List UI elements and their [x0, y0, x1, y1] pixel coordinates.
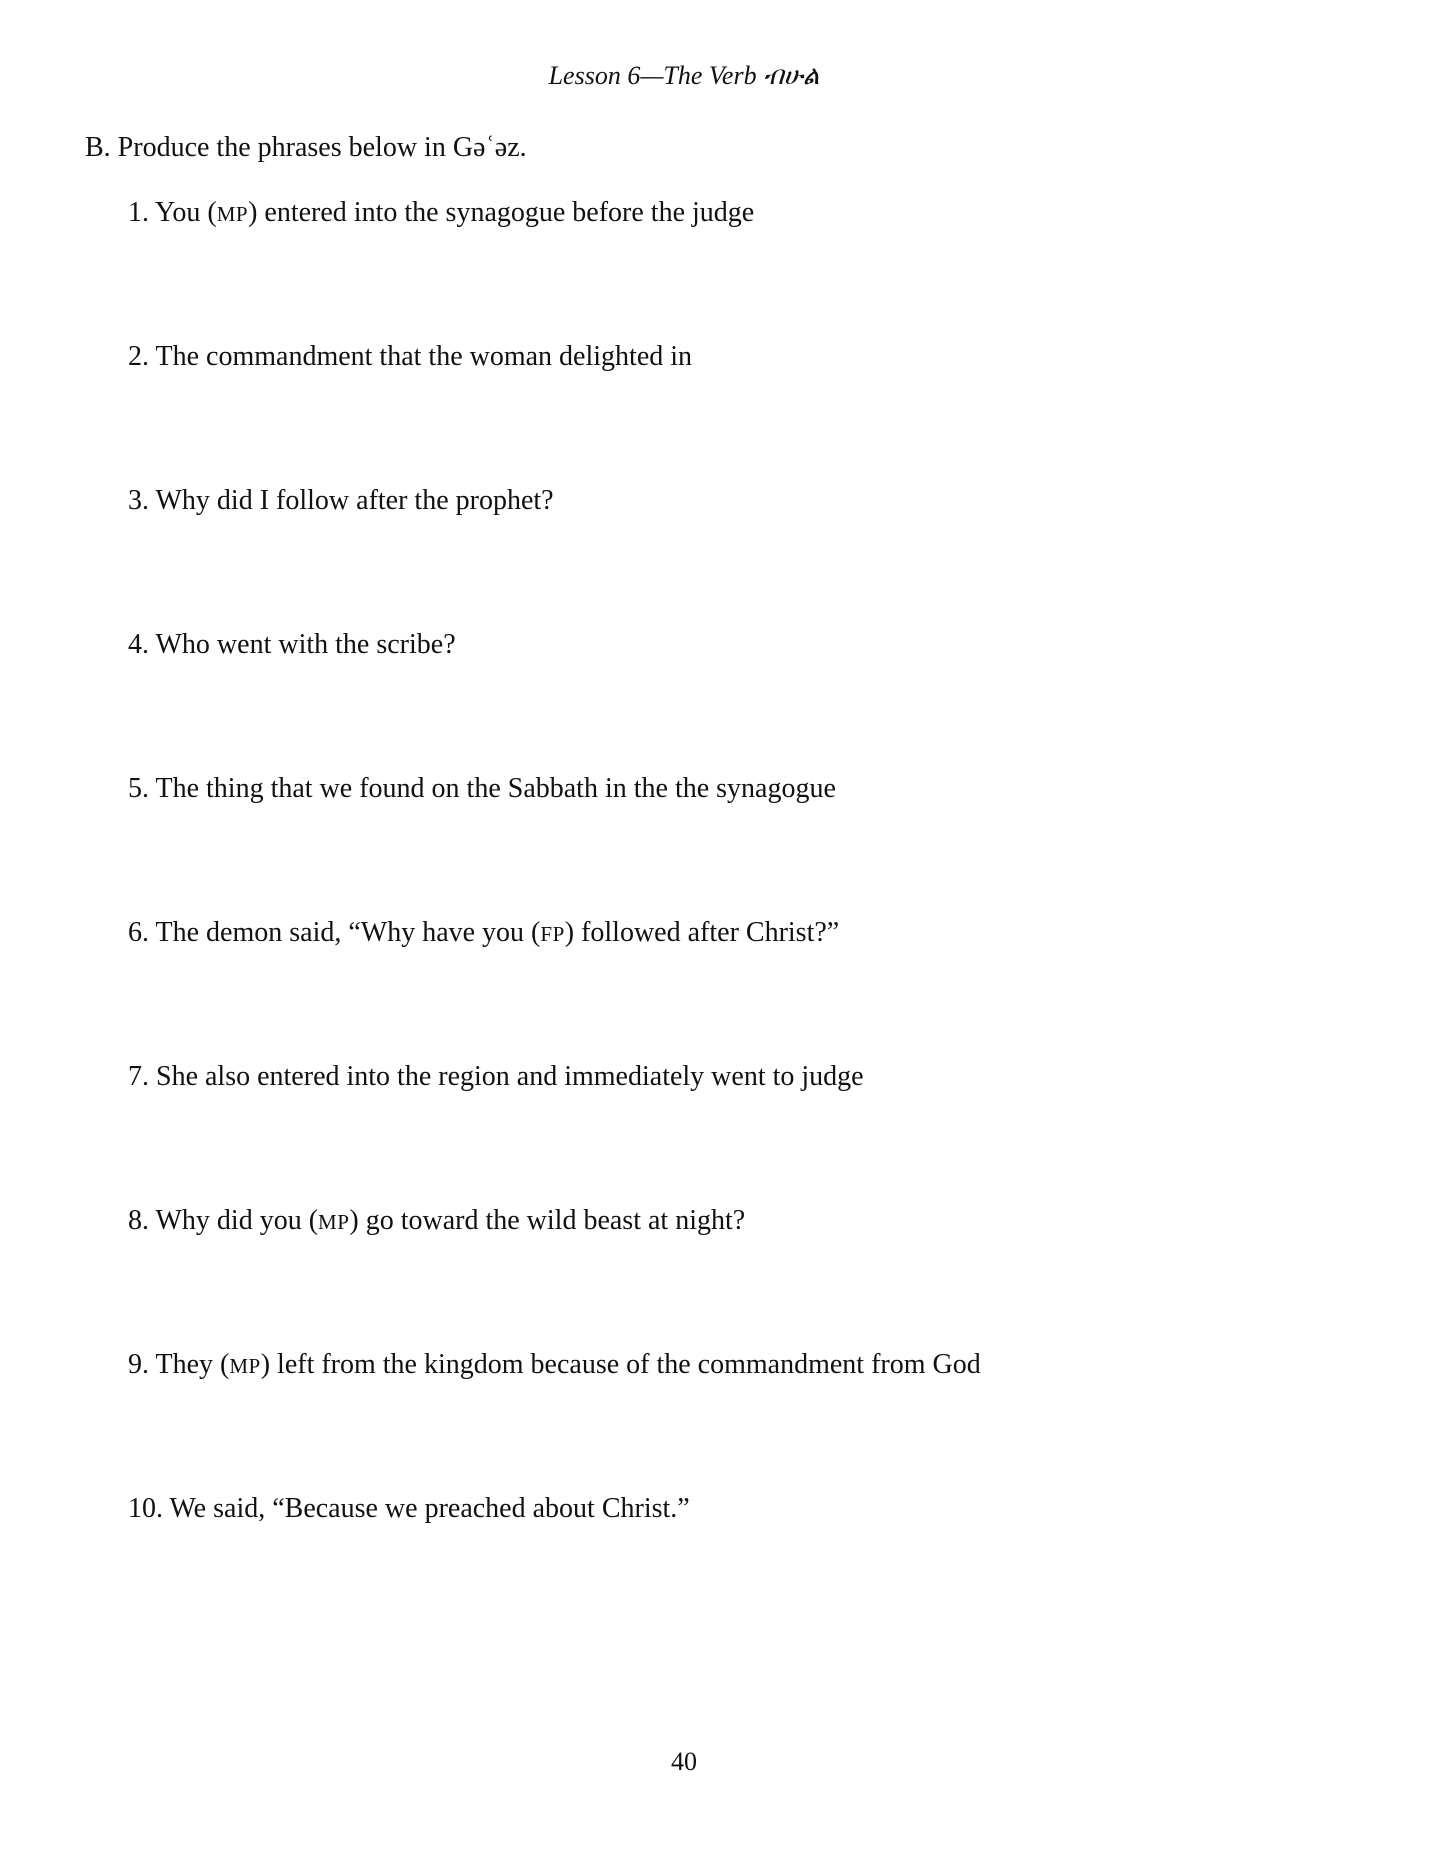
item-text: You (	[154, 197, 217, 228]
item-text: Who went with the scribe?	[155, 629, 456, 660]
page-number: 40	[671, 1747, 697, 1776]
exercise-item-8	[128, 1204, 745, 1239]
running-head: Lesson 6—The Verb ብሁል	[548, 61, 820, 90]
exercise-item-6	[128, 916, 839, 951]
item-text: She also entered into the region and immediately went to judge	[156, 1061, 864, 1092]
gender-number-tag: MP	[229, 1354, 261, 1378]
item-number: 7.	[128, 1061, 149, 1092]
item-text-end: ) left from the kingdom because of the commandment from God	[260, 1349, 981, 1380]
exercise-item-5	[128, 772, 836, 806]
item-text-end: ) entered into the synagogue before the judge	[248, 197, 755, 228]
item-number: 8.	[128, 1205, 149, 1236]
item-text: The commandment that the woman delighted in	[155, 341, 693, 372]
item-number: 9.	[128, 1349, 149, 1380]
gender-number-tag: MP	[216, 202, 249, 226]
item-text: The thing that we found on the Sabbath in the the synagogue	[155, 773, 836, 804]
item-text: Why did you (	[155, 1205, 319, 1236]
item-text: Why did I follow after the prophet?	[155, 485, 554, 516]
item-number: 1.	[128, 197, 149, 228]
item-number: 3.	[128, 485, 149, 516]
exercise-item-9	[128, 1348, 981, 1383]
item-number: 10.	[128, 1493, 163, 1524]
item-text: The demon said, “Why have you (	[155, 917, 541, 948]
item-number: 5.	[128, 773, 149, 804]
item-number: 6.	[128, 917, 149, 948]
exercise-item-10	[128, 1492, 690, 1526]
gender-number-tag: MP	[318, 1210, 350, 1234]
exercise-item-3	[128, 484, 554, 518]
item-text: We said, “Because we preached about Christ.”	[169, 1493, 690, 1524]
item-number: 2.	[128, 341, 149, 372]
exercise-item-2	[128, 340, 692, 374]
exercise-item-4	[128, 628, 456, 662]
exercise-item-7	[128, 1060, 864, 1094]
gender-number-tag: FP	[540, 922, 565, 946]
item-text: They (	[155, 1349, 230, 1380]
section-heading: B. Produce the phrases below in Gəʿəz.	[85, 132, 527, 163]
item-text-end: ) go toward the wild beast at night?	[349, 1205, 746, 1236]
item-number: 4.	[128, 629, 149, 660]
exercise-item-1	[128, 196, 754, 231]
item-text-end: ) followed after Christ?”	[564, 917, 840, 948]
